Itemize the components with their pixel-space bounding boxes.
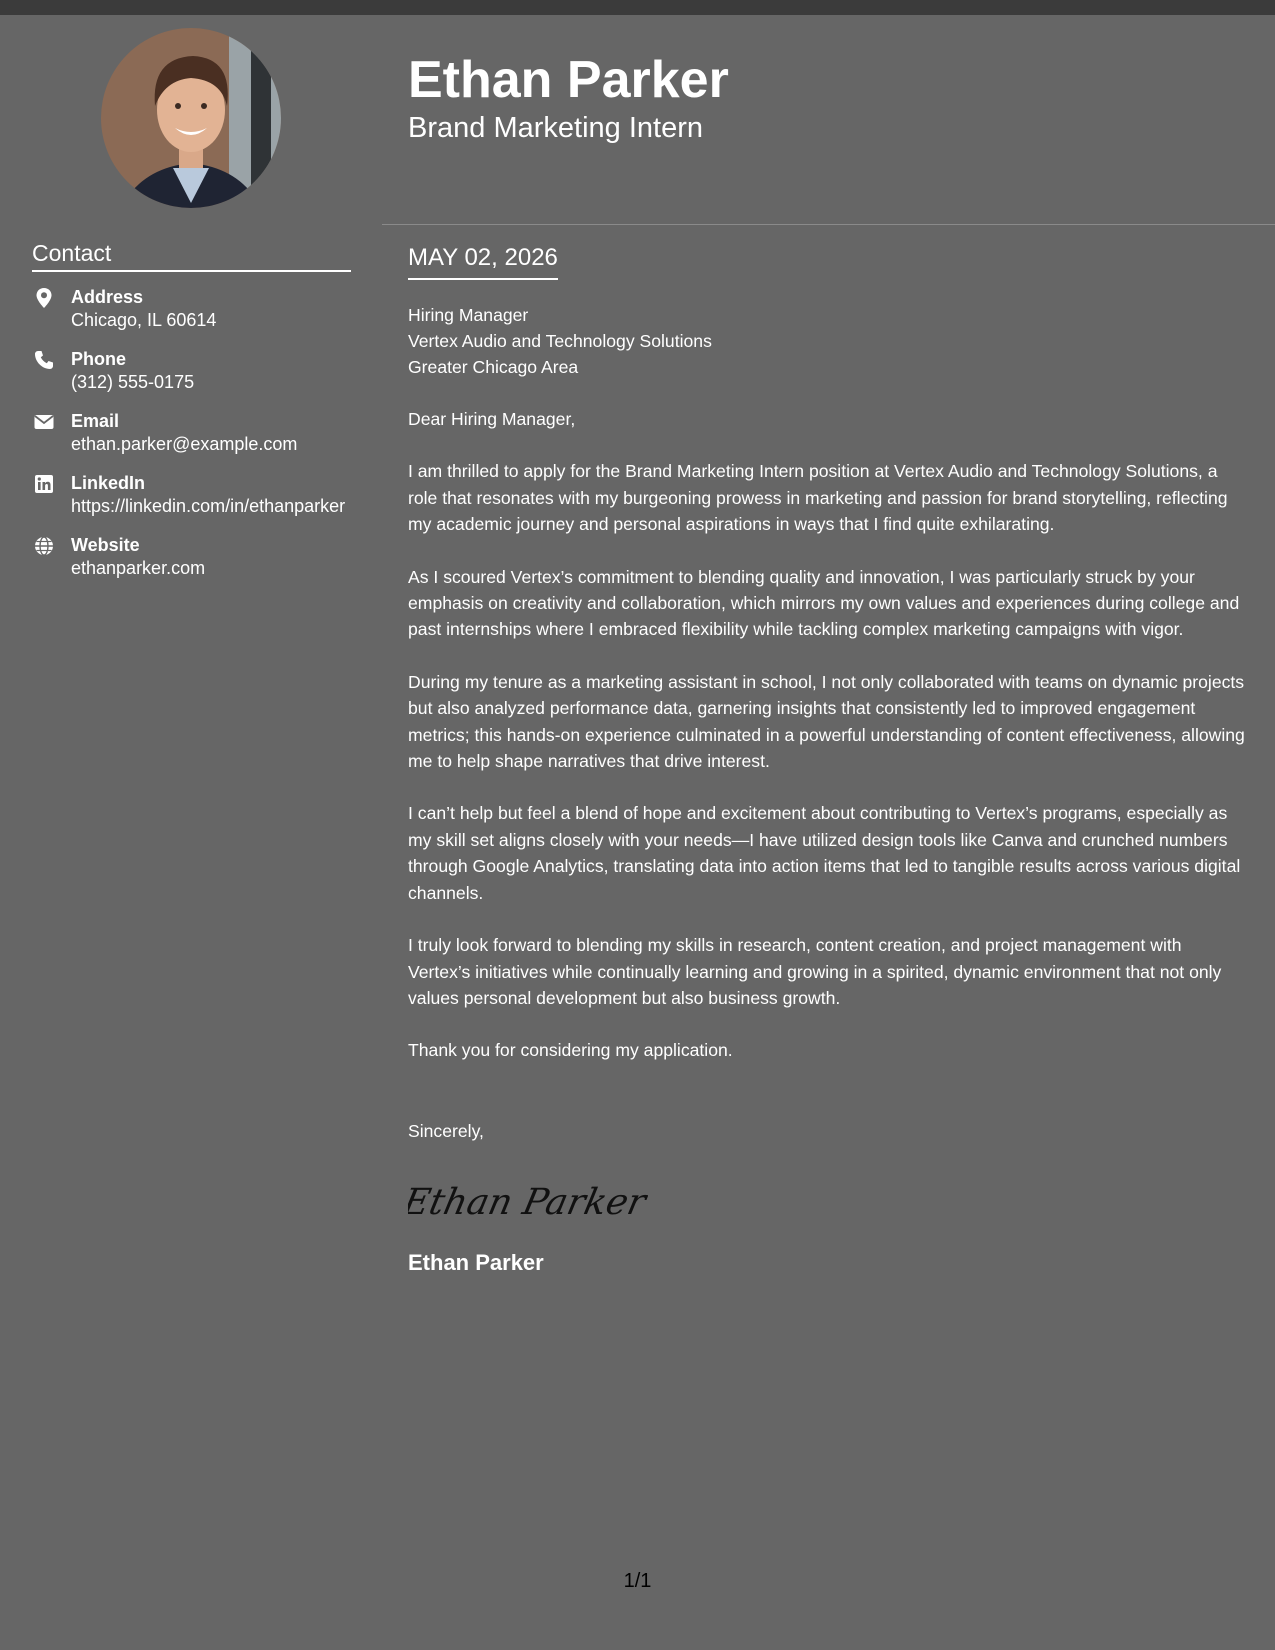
contact-label: LinkedIn <box>71 473 146 493</box>
map-pin-icon <box>33 287 55 309</box>
recipient-block <box>408 302 1246 380</box>
letter-paragraph: As I scoured Vertex’s commitment to blending quality and innovation, I was particularly struck by your emphasis on creativity and collaboration, which mirrors my own values and experiences during college and past internships where I embraced flexibility while tackling complex marketing campaigns with vigor. <box>408 566 1240 640</box>
letter-paragraph: I can’t help but feel a blend of hope and excitement about contributing to Vertex’s programs, especially as my skill set aligns closely with your needs—I have utilized design tools like Canva and crunched numbers through Google Analytics, translating data into action items that led to tangible results across various digital channels. <box>408 803 1241 903</box>
sidebar <box>0 15 382 1650</box>
contact-website <box>32 533 352 580</box>
contact-list <box>32 285 352 595</box>
contact-linkedin <box>32 471 352 518</box>
contact-label: Address <box>71 287 144 307</box>
linkedin-link[interactable]: https://linkedin.com/in/ethanparker <box>71 496 346 516</box>
contact-value: Chicago, IL 60614 <box>71 310 217 330</box>
applicant-role: Brand Marketing Intern <box>408 112 703 144</box>
recipient-line: Hiring Manager <box>408 305 529 325</box>
signatory-name: Ethan Parker <box>408 1250 544 1276</box>
globe-icon <box>33 535 55 557</box>
contact-value: ethan.parker@example.com <box>71 434 298 454</box>
top-bar <box>0 0 1275 15</box>
letter-paragraph: During my tenure as a marketing assistant in school, I not only collaborated with teams on dynamic projects but also analyzed performance data, garnering insights that consistently led to improved engagement metrics; this hands-on experience culminated in a powerful understanding of content effectiveness, allowing me to help shape narratives that drive interest. <box>408 671 1245 772</box>
recipient-line: Greater Chicago Area <box>408 357 579 377</box>
contact-label: Phone <box>71 349 127 369</box>
letter-body <box>408 302 1246 1277</box>
recipient-line: Vertex Audio and Technology Solutions <box>408 331 712 351</box>
contact-value: (312) 555-0175 <box>71 372 195 392</box>
contact-heading: Contact <box>32 240 351 272</box>
page-number: 1/1 <box>623 1570 652 1592</box>
linkedin-icon <box>33 473 55 495</box>
contact-phone <box>32 347 352 394</box>
envelope-icon <box>33 411 55 433</box>
signature-image <box>408 1172 1246 1232</box>
contact-email <box>32 409 352 456</box>
contact-address <box>32 285 352 332</box>
letter-paragraph: I truly look forward to blending my skills in research, content creation, and project management with Vertex’s initiatives while continually learning and growing in a spirited, dynamic environment that not only values personal development but also business growth. <box>408 935 1222 1008</box>
letter-paragraph: Thank you for considering my application. <box>408 1040 733 1061</box>
salutation: Dear Hiring Manager, <box>408 409 576 429</box>
letter-date: MAY 02, 2026 <box>408 244 558 280</box>
closing: Sincerely, <box>408 1120 484 1141</box>
applicant-name: Ethan Parker <box>408 51 729 109</box>
letter-paragraph: I am thrilled to apply for the Brand Marketing Intern position at Vertex Audio and Technology Solutions, a role that resonates with my burgeoning prowess in marketing and passion for brand storytelling, reflecting my academic journey and personal aspirations in ways that I find quite exhilarating. <box>408 461 1228 535</box>
website-link[interactable]: ethanparker.com <box>71 558 206 578</box>
svg-text:Ethan Parker: Ethan Parker <box>408 1180 648 1224</box>
contact-label: Email <box>71 411 120 431</box>
phone-icon <box>33 349 55 371</box>
contact-label: Website <box>71 535 140 555</box>
header-divider <box>382 224 1275 225</box>
avatar <box>101 28 281 208</box>
